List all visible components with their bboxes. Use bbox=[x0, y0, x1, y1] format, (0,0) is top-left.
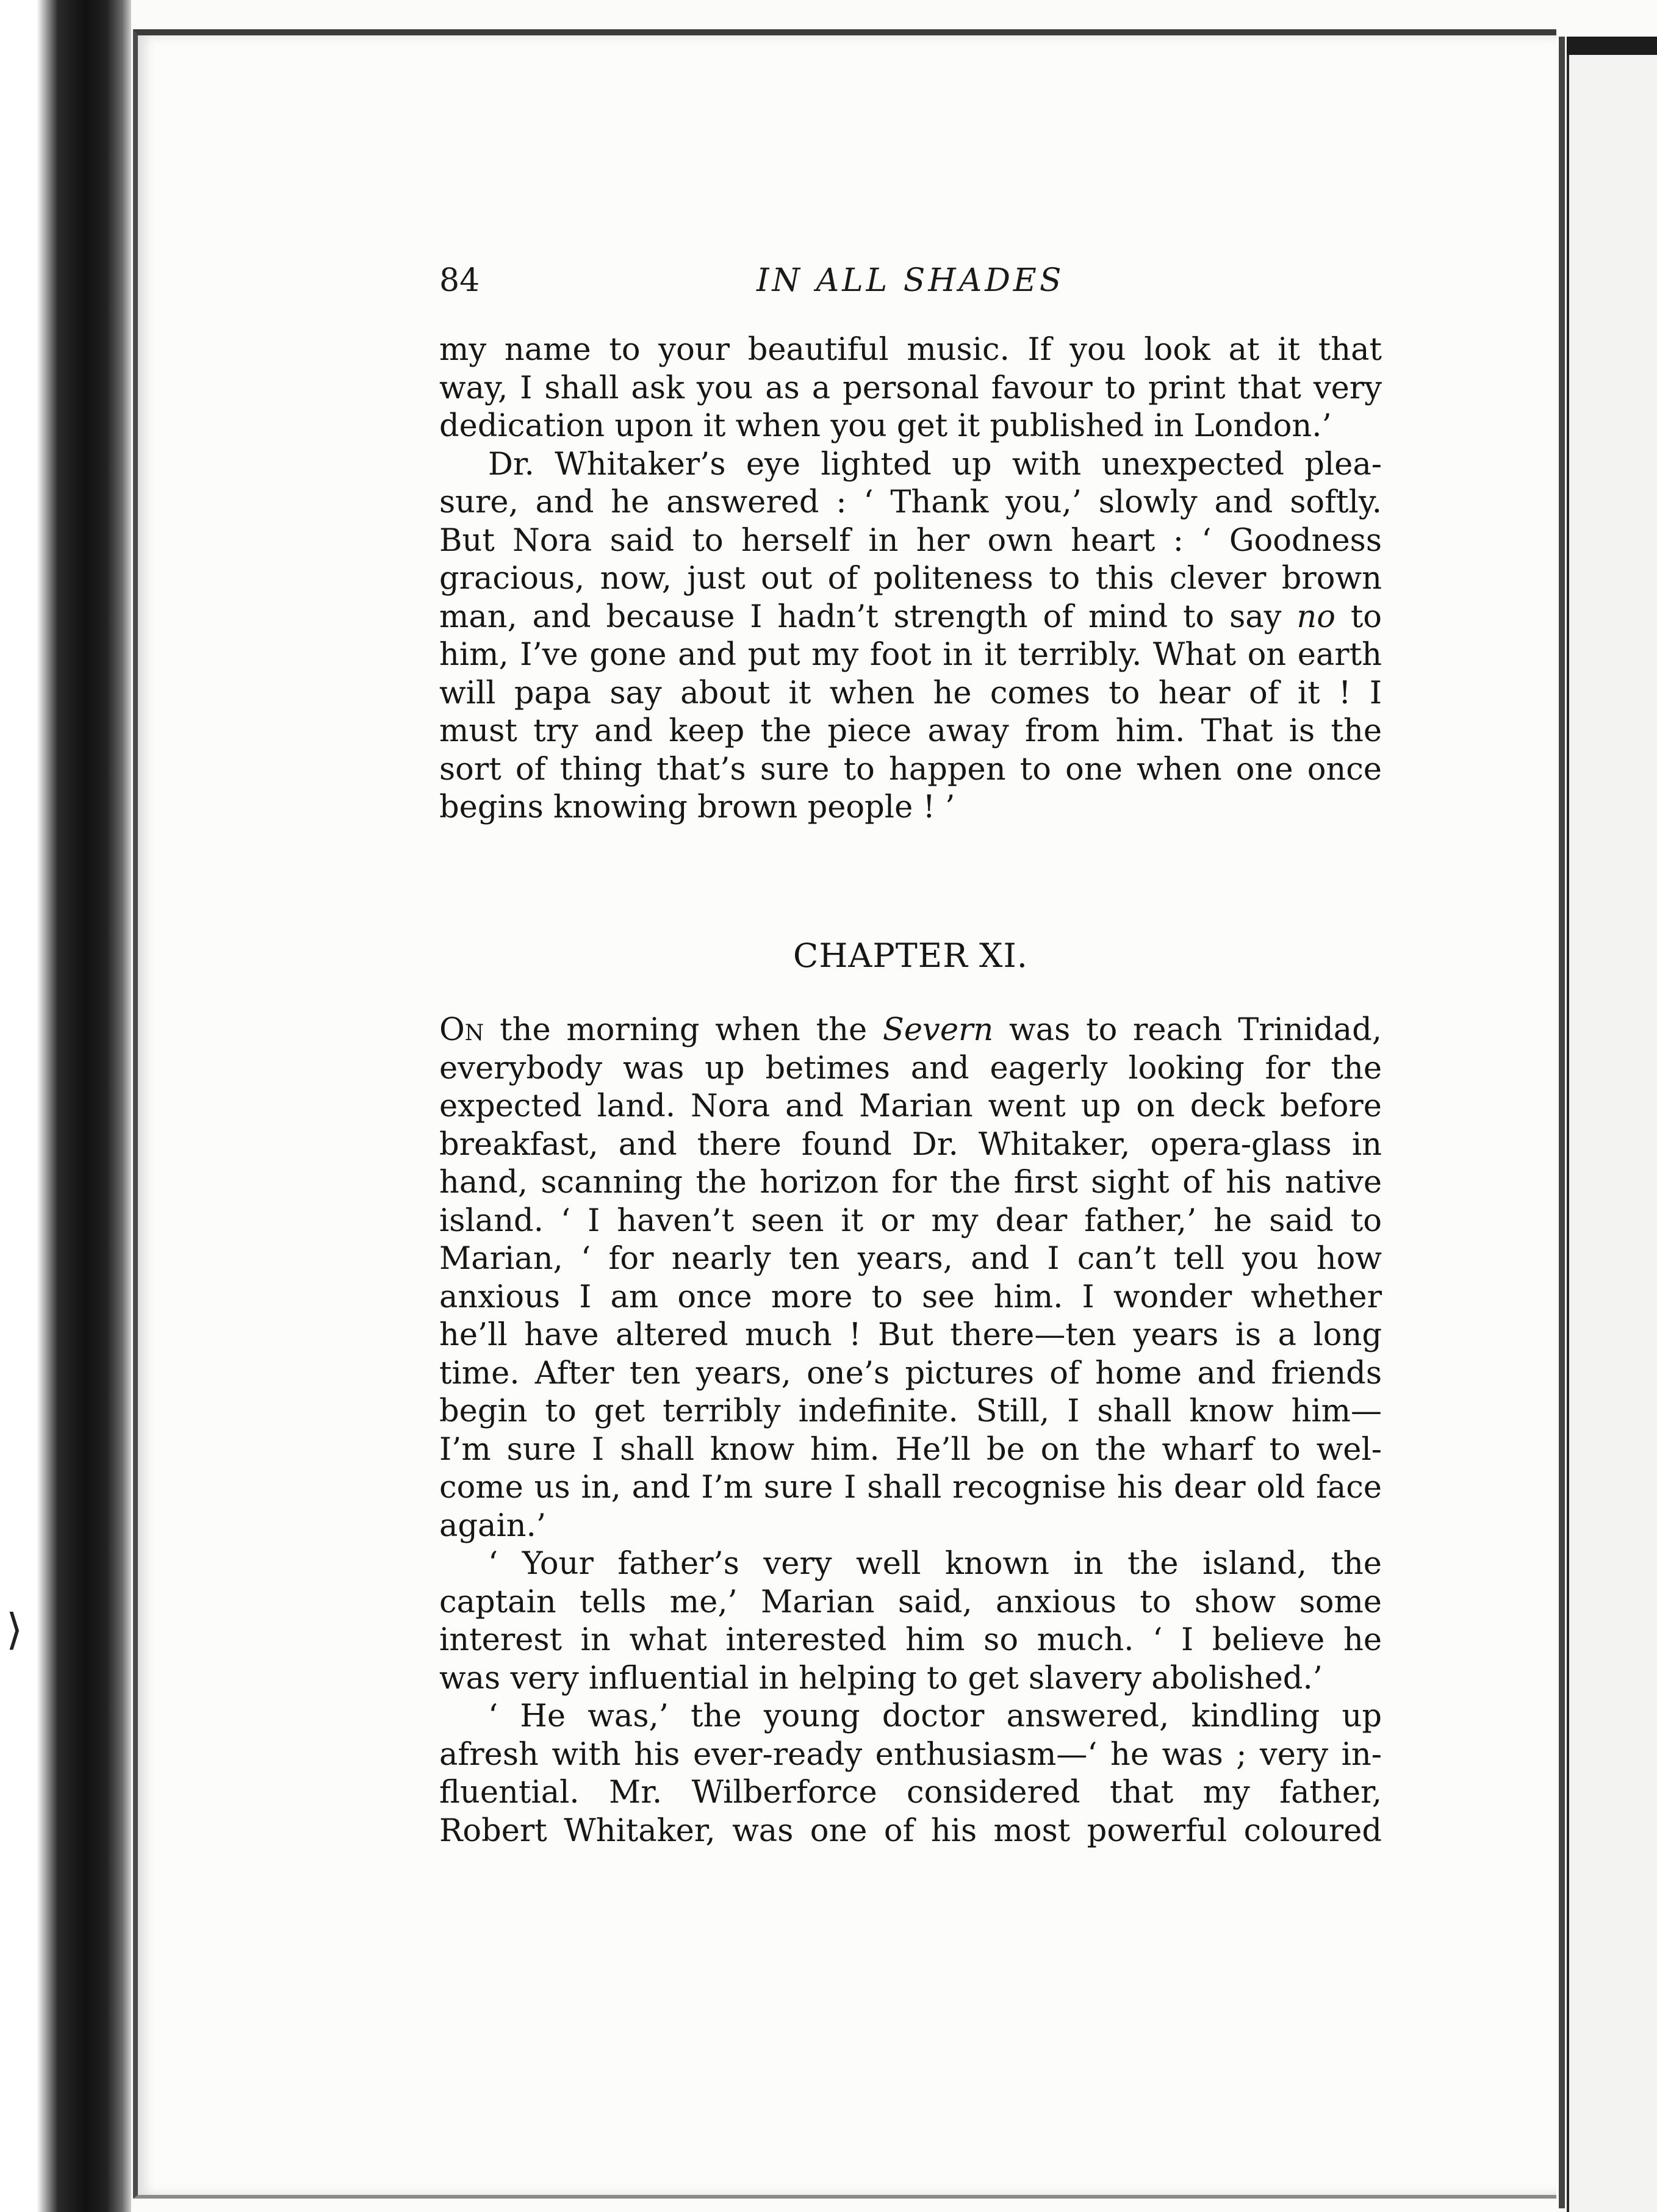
text-block-chapter-body bbox=[439, 1011, 1382, 1850]
text-line: Marian, ‘ for nearly ten years, and I can’t tell you how bbox=[439, 1241, 1382, 1277]
text-line: time. After ten years, one’s pictures of home and friends bbox=[439, 1355, 1382, 1391]
text-line: breakfast, and there found Dr. Whitaker, opera-glass in bbox=[439, 1126, 1382, 1163]
binding-mark: ⟩ bbox=[6, 1604, 23, 1654]
page-edge bbox=[1559, 37, 1565, 2208]
text-segment: the morning when the bbox=[484, 1012, 883, 1048]
text-block-before-chapter bbox=[439, 331, 1382, 827]
text-segment: was to reach Trinidad, bbox=[993, 1012, 1382, 1048]
next-page-sliver bbox=[1567, 55, 1657, 2212]
text-line: hand, scanning the horizon for the first sight of his native bbox=[439, 1165, 1382, 1201]
text-line: dedication upon it when you get it published in London.’ bbox=[439, 408, 1332, 444]
text-line: sure, and he answered : ‘ Thank you,’ slowly and softly. bbox=[439, 484, 1382, 520]
text-segment: man, and because I hadn’t strength of mind to say bbox=[439, 598, 1282, 635]
ship-name: Severn bbox=[882, 1012, 994, 1048]
book-binding bbox=[0, 0, 131, 2212]
next-page-top-edge bbox=[1567, 37, 1657, 55]
text-line: captain tells me,’ Marian said, anxious to show some bbox=[439, 1584, 1382, 1620]
text-line: gracious, now, just out of politeness to this clever brown bbox=[439, 561, 1382, 597]
running-title: IN ALL SHADES bbox=[757, 262, 1065, 299]
text-line: But Nora said to herself in her own heart : ‘ Goodness bbox=[439, 522, 1382, 559]
text-line: again.’ bbox=[439, 1507, 547, 1544]
text-line: come us in, and I’m sure I shall recognise his dear old face bbox=[439, 1470, 1382, 1506]
text-line: begin to get terribly indefinite. Still, I shall know him— bbox=[439, 1393, 1382, 1429]
text-line: way, I shall ask you as a personal favour to print that very bbox=[439, 370, 1382, 406]
text-line: my name to your beautiful music. If you look at it that bbox=[439, 332, 1382, 368]
text-segment: to bbox=[1350, 598, 1382, 635]
text-line: afresh with his ever-ready enthusiasm—‘ he was ; very in- bbox=[439, 1736, 1382, 1773]
text-line: him, I’ve gone and put my foot in it terribly. What on earth bbox=[439, 637, 1382, 673]
text-line: he’ll have altered much ! But there—ten years is a long bbox=[439, 1317, 1382, 1353]
emphasis-text: no bbox=[1296, 598, 1335, 635]
text-line: Dr. Whitaker’s eye lighted up with unexpected plea- bbox=[488, 446, 1382, 483]
text-line: ‘ He was,’ the young doctor answered, kindling up bbox=[488, 1698, 1382, 1734]
text-line: interest in what interested him so much. ‘ I believe he bbox=[439, 1622, 1382, 1658]
text-line: everybody was up betimes and eagerly looking for the bbox=[439, 1050, 1382, 1086]
text-line-opening bbox=[439, 1011, 1382, 1050]
text-line: was very influential in helping to get slavery abolished.’ bbox=[439, 1660, 1323, 1697]
text-line: I’m sure I shall know him. He’ll be on the wharf to wel- bbox=[439, 1431, 1382, 1468]
chapter-heading: CHAPTER XI. bbox=[793, 936, 1028, 975]
text-line: will papa say about it when he comes to hear of it ! I bbox=[439, 675, 1382, 711]
page-number: 84 bbox=[439, 262, 480, 299]
running-head bbox=[439, 262, 1379, 311]
text-line-with-emphasis bbox=[439, 598, 1382, 637]
text-line: island. ‘ I haven’t seen it or my dear father,’ he said to bbox=[439, 1202, 1382, 1239]
text-line: ‘ Your father’s very well known in the island, the bbox=[488, 1546, 1382, 1582]
text-line: anxious I am once more to see him. I wonder whether bbox=[439, 1279, 1382, 1315]
opening-word: On bbox=[439, 1012, 484, 1048]
text-line: must try and keep the piece away from him. That is the bbox=[439, 713, 1382, 749]
text-line: fluential. Mr. Wilberforce considered that my father, bbox=[439, 1775, 1382, 1811]
text-line: begins knowing brown people ! ’ bbox=[439, 789, 955, 825]
text-line: sort of thing that’s sure to happen to one when one once bbox=[439, 751, 1382, 788]
text-line: expected land. Nora and Marian went up on deck before bbox=[439, 1088, 1382, 1124]
text-line: Robert Whitaker, was one of his most powerful coloured bbox=[439, 1812, 1382, 1849]
